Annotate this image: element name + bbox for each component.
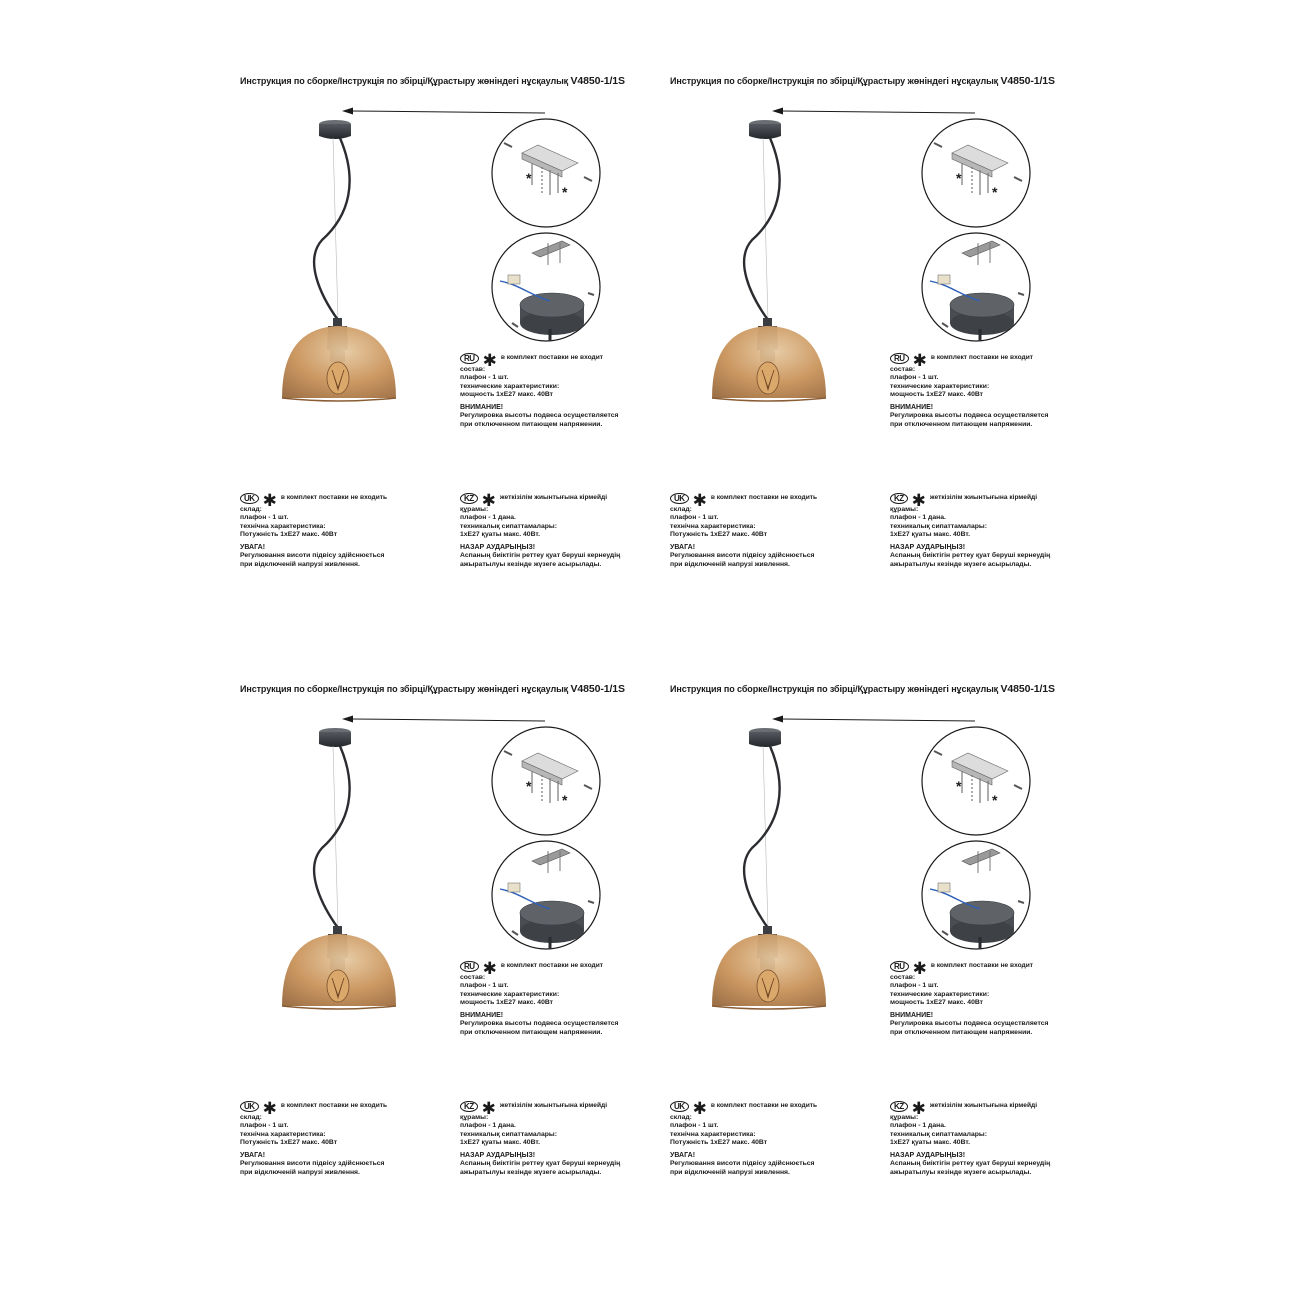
ru-spec-line: технические характеристики: — [890, 382, 990, 390]
pendant-lamp-illustration — [280, 728, 420, 1018]
kz-spec-block — [890, 490, 1051, 569]
asterisk-icon: ✱ — [482, 350, 497, 370]
ru-spec-line: состав: — [460, 366, 486, 373]
uk-warning-line: при відключеній напрузі живлення. — [240, 560, 360, 568]
uk-not-included-note: в комплект поставки не входить — [280, 494, 388, 502]
uk-spec-line: склад: — [670, 1114, 692, 1121]
uk-spec-line: Потужність 1хЕ27 макс. 40Вт — [670, 1138, 768, 1146]
ru-not-included-note: в комплект поставки не входит — [930, 354, 1034, 362]
ru-warning-line: при отключенном питающем напряжении. — [890, 420, 1033, 428]
ru-language-badge: RU — [890, 961, 909, 972]
uk-warning-line: Регулювання висоти підвісу здійснюється — [240, 552, 385, 560]
ru-spec-line: мощность 1хЕ27 макс. 40Вт — [460, 390, 554, 398]
uk-spec-line: Потужність 1хЕ27 макс. 40Вт — [670, 530, 768, 538]
kz-warning-title: НАЗАР АУДАРЫҢЫЗ! — [460, 1152, 536, 1160]
ru-warning-line: Регулировка высоты подвеса осуществляется — [460, 412, 619, 420]
uk-warning-line: Регулювання висоти підвісу здійснюється — [670, 1160, 815, 1168]
pendant-lamp-illustration — [710, 120, 850, 410]
ru-spec-line: плафон - 1 шт. — [460, 982, 509, 990]
ru-spec-line: плафон - 1 шт. — [890, 374, 939, 382]
asterisk-icon: ✱ — [481, 1098, 496, 1118]
model-number: V4850-1/1S — [570, 683, 625, 695]
instruction-sheet — [670, 683, 1100, 1213]
ru-not-included-note: в комплект поставки не входит — [930, 962, 1034, 970]
uk-spec-line: Потужність 1хЕ27 макс. 40Вт — [240, 1138, 338, 1146]
kz-language-badge: KZ — [460, 493, 478, 504]
uk-warning-line: Регулювання висоти підвісу здійснюється — [670, 552, 815, 560]
svg-text:*: * — [992, 184, 998, 200]
uk-spec-block — [670, 1098, 818, 1177]
ru-spec-line: технические характеристики: — [460, 382, 560, 390]
kz-warning-title: НАЗАР АУДАРЫҢЫЗ! — [890, 544, 966, 552]
uk-spec-line: Потужність 1хЕ27 макс. 40Вт — [240, 530, 338, 538]
ru-warning-line: при отключенном питающем напряжении. — [890, 1028, 1033, 1036]
kz-warning-line: ажыратылуы кезінде жүзеге асырылады. — [890, 560, 1032, 568]
uk-not-included-note: в комплект поставки не входить — [710, 494, 818, 502]
kz-spec-line: техникалық сипаттамалары: — [460, 522, 557, 530]
kz-not-included-note: жеткізілім жиынтығына кірмейді — [929, 1102, 1038, 1110]
svg-text:*: * — [562, 792, 568, 808]
kz-spec-line: 1хЕ27 қуаты макс. 40Вт. — [460, 1138, 541, 1146]
kz-not-included-note: жеткізілім жиынтығына кірмейді — [929, 494, 1038, 502]
uk-spec-line: плафон - 1 шт. — [240, 514, 289, 522]
kz-spec-line: плафон - 1 дана. — [890, 1122, 946, 1130]
uk-warning-line: Регулювання висоти підвісу здійснюється — [240, 1160, 385, 1168]
kz-spec-line: плафон - 1 дана. — [460, 1122, 516, 1130]
kz-spec-line: құрамы: — [890, 1114, 919, 1121]
ru-warning-title: ВНИМАНИЕ! — [460, 404, 504, 412]
ru-spec-block — [890, 958, 1049, 1037]
ru-spec-line: мощность 1хЕ27 макс. 40Вт — [890, 390, 984, 398]
kz-not-included-note: жеткізілім жиынтығына кірмейді — [499, 494, 608, 502]
ru-spec-line: плафон - 1 шт. — [890, 982, 939, 990]
ru-warning-title: ВНИМАНИЕ! — [460, 1012, 504, 1020]
kz-language-badge: KZ — [460, 1101, 478, 1112]
kz-warning-line: Аспаның биіктігін реттеу қуат беруші кернеудің — [460, 1160, 621, 1168]
uk-spec-line: технічна характеристика: — [240, 1130, 326, 1138]
kz-spec-line: құрамы: — [890, 506, 919, 513]
ru-warning-line: при отключенном питающем напряжении. — [460, 420, 603, 428]
asterisk-icon: ✱ — [692, 1098, 707, 1118]
kz-warning-line: ажыратылуы кезінде жүзеге асырылады. — [460, 560, 602, 568]
instruction-sheet — [670, 75, 1100, 605]
kz-spec-line: құрамы: — [460, 1114, 489, 1121]
ru-spec-block — [890, 350, 1049, 429]
ru-language-badge: RU — [890, 353, 909, 364]
ru-spec-line: состав: — [460, 974, 486, 981]
instruction-sheet — [240, 75, 670, 605]
uk-warning-line: при відключеній напрузі живлення. — [670, 1168, 790, 1176]
mounting-detail-illustration — [490, 115, 610, 345]
asterisk-icon: ✱ — [911, 490, 926, 510]
ru-spec-line: плафон - 1 шт. — [460, 374, 509, 382]
svg-text:*: * — [562, 184, 568, 200]
uk-language-badge: UK — [670, 493, 689, 504]
model-number: V4850-1/1S — [570, 75, 625, 87]
uk-warning-title: УВАГА! — [670, 544, 696, 552]
asterisk-icon: ✱ — [911, 1098, 926, 1118]
kz-warning-title: НАЗАР АУДАРЫҢЫЗ! — [460, 544, 536, 552]
ru-language-badge: RU — [460, 353, 479, 364]
uk-warning-title: УВАГА! — [670, 1152, 696, 1160]
kz-spec-line: құрамы: — [460, 506, 489, 513]
uk-language-badge: UK — [670, 1101, 689, 1112]
asterisk-icon: ✱ — [262, 1098, 277, 1118]
ru-spec-line: состав: — [890, 974, 916, 981]
kz-spec-line: 1хЕ27 қуаты макс. 40Вт. — [890, 530, 971, 538]
mounting-detail-illustration — [920, 723, 1040, 953]
uk-spec-line: технічна характеристика: — [240, 522, 326, 530]
kz-warning-line: ажыратылуы кезінде жүзеге асырылады. — [890, 1168, 1032, 1176]
ru-warning-line: при отключенном питающем напряжении. — [460, 1028, 603, 1036]
kz-warning-line: ажыратылуы кезінде жүзеге асырылады. — [460, 1168, 602, 1176]
ru-not-included-note: в комплект поставки не входит — [500, 962, 604, 970]
pendant-lamp-illustration — [710, 728, 850, 1018]
ru-spec-line: технические характеристики: — [890, 990, 990, 998]
kz-language-badge: KZ — [890, 1101, 908, 1112]
ru-not-included-note: в комплект поставки не входит — [500, 354, 604, 362]
model-number: V4850-1/1S — [1000, 75, 1055, 87]
kz-spec-line: 1хЕ27 қуаты макс. 40Вт. — [890, 1138, 971, 1146]
ru-warning-line: Регулировка высоты подвеса осуществляется — [460, 1020, 619, 1028]
kz-not-included-note: жеткізілім жиынтығына кірмейді — [499, 1102, 608, 1110]
asterisk-icon: ✱ — [262, 490, 277, 510]
ru-spec-line: мощность 1хЕ27 макс. 40Вт — [460, 998, 554, 1006]
kz-language-badge: KZ — [890, 493, 908, 504]
uk-spec-line: плафон - 1 шт. — [670, 1122, 719, 1130]
uk-spec-line: плафон - 1 шт. — [240, 1122, 289, 1130]
ru-warning-line: Регулировка высоты подвеса осуществляется — [890, 412, 1049, 420]
kz-warning-line: Аспаның биіктігін реттеу қуат беруші кернеудің — [460, 552, 621, 560]
asterisk-icon: ✱ — [482, 958, 497, 978]
kz-spec-line: плафон - 1 дана. — [460, 514, 516, 522]
uk-spec-line: технічна характеристика: — [670, 1130, 756, 1138]
uk-spec-block — [670, 490, 818, 569]
kz-spec-block — [890, 1098, 1051, 1177]
asterisk-icon: ✱ — [692, 490, 707, 510]
asterisk-icon: ✱ — [912, 350, 927, 370]
svg-text:*: * — [526, 170, 532, 186]
ru-warning-line: Регулировка высоты подвеса осуществляется — [890, 1020, 1049, 1028]
kz-spec-line: техникалық сипаттамалары: — [890, 522, 987, 530]
instruction-sheet — [240, 683, 670, 1213]
uk-warning-line: при відключеній напрузі живлення. — [670, 560, 790, 568]
kz-warning-title: НАЗАР АУДАРЫҢЫЗ! — [890, 1152, 966, 1160]
uk-warning-title: УВАГА! — [240, 1152, 266, 1160]
uk-not-included-note: в комплект поставки не входить — [280, 1102, 388, 1110]
uk-warning-line: при відключеній напрузі живлення. — [240, 1168, 360, 1176]
ru-warning-title: ВНИМАНИЕ! — [890, 404, 934, 412]
ru-warning-title: ВНИМАНИЕ! — [890, 1012, 934, 1020]
kz-warning-line: Аспаның биіктігін реттеу қуат беруші кернеудің — [890, 552, 1051, 560]
svg-text:*: * — [992, 792, 998, 808]
uk-language-badge: UK — [240, 1101, 259, 1112]
svg-text:*: * — [956, 778, 962, 794]
kz-spec-block — [460, 1098, 621, 1177]
title-text: Инструкция по сборке/Інструкція по збірці/Құрастыру жөніндегі нұсқаулық — [670, 76, 999, 86]
kz-spec-line: техникалық сипаттамалары: — [890, 1130, 987, 1138]
title-text: Инструкция по сборке/Інструкція по збірці/Құрастыру жөніндегі нұсқаулық — [240, 76, 569, 86]
asterisk-icon: ✱ — [912, 958, 927, 978]
kz-spec-line: плафон - 1 дана. — [890, 514, 946, 522]
kz-spec-line: 1хЕ27 қуаты макс. 40Вт. — [460, 530, 541, 538]
uk-warning-title: УВАГА! — [240, 544, 266, 552]
ru-spec-line: мощность 1хЕ27 макс. 40Вт — [890, 998, 984, 1006]
svg-text:*: * — [526, 778, 532, 794]
kz-spec-block — [460, 490, 621, 569]
uk-language-badge: UK — [240, 493, 259, 504]
kz-warning-line: Аспаның биіктігін реттеу қуат беруші кернеудің — [890, 1160, 1051, 1168]
kz-spec-line: техникалық сипаттамалары: — [460, 1130, 557, 1138]
ru-spec-block — [460, 958, 619, 1037]
ru-spec-line: состав: — [890, 366, 916, 373]
uk-spec-line: склад: — [670, 506, 692, 513]
title-text: Инструкция по сборке/Інструкція по збірці/Құрастыру жөніндегі нұсқаулық — [670, 684, 999, 694]
ru-language-badge: RU — [460, 961, 479, 972]
uk-spec-line: склад: — [240, 506, 262, 513]
ru-spec-block — [460, 350, 619, 429]
mounting-detail-illustration — [920, 115, 1040, 345]
uk-spec-line: технічна характеристика: — [670, 522, 756, 530]
uk-spec-block — [240, 1098, 388, 1177]
model-number: V4850-1/1S — [1000, 683, 1055, 695]
uk-spec-line: плафон - 1 шт. — [670, 514, 719, 522]
title-text: Инструкция по сборке/Інструкція по збірці/Құрастыру жөніндегі нұсқаулық — [240, 684, 569, 694]
uk-not-included-note: в комплект поставки не входить — [710, 1102, 818, 1110]
uk-spec-block — [240, 490, 388, 569]
pendant-lamp-illustration — [280, 120, 420, 410]
ru-spec-line: технические характеристики: — [460, 990, 560, 998]
svg-text:*: * — [956, 170, 962, 186]
mounting-detail-illustration — [490, 723, 610, 953]
uk-spec-line: склад: — [240, 1114, 262, 1121]
asterisk-icon: ✱ — [481, 490, 496, 510]
